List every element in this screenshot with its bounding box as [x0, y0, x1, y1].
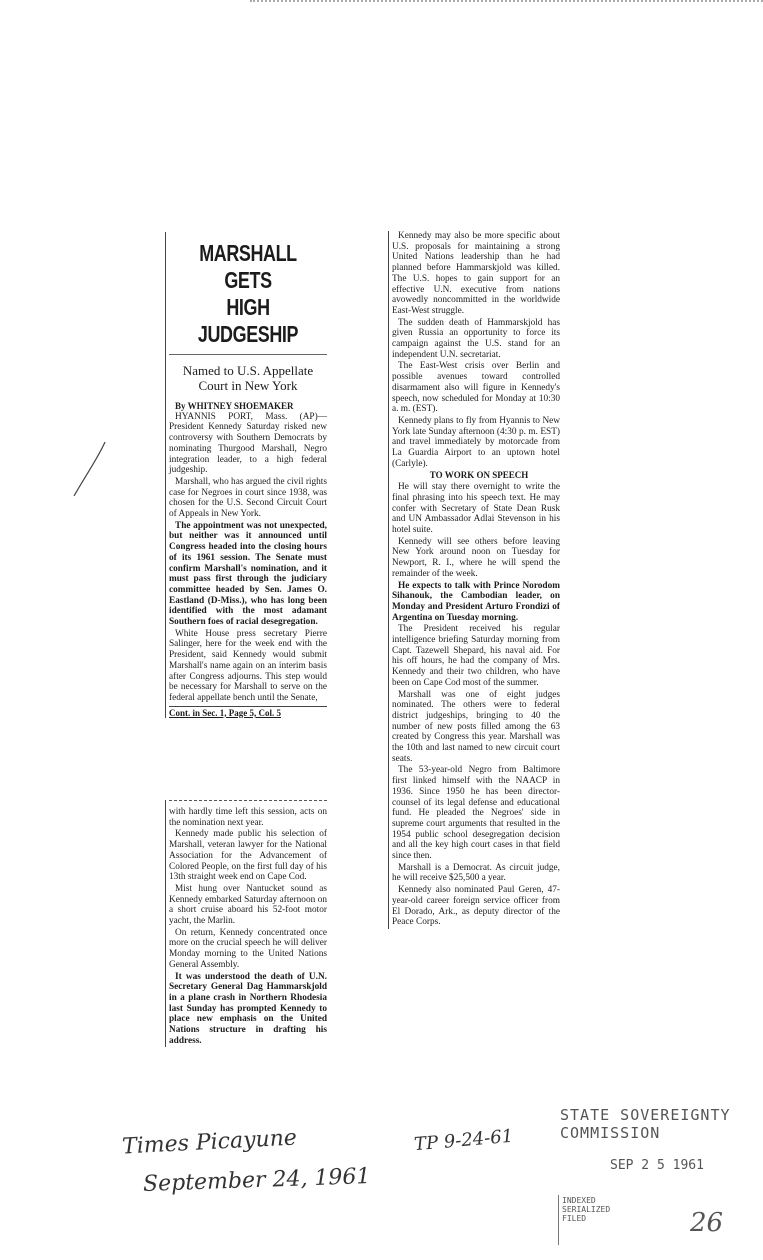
paragraph: The 53-year-old Negro from Baltimore first linked himself with the NAACP in 1936. Since 1950 he has been director-counsel of its legal defense and educational fund. He pleaded the Negroes' side in supreme court arguments that resulted in the 1954 public school desegregation decision and all the key high court cases in that field since then.: [392, 765, 560, 862]
paragraph: The sudden death of Hammarskjold has given Russia an opportunity to force its campaign against the U.S. stand for an independent U.N. secretariat.: [392, 317, 560, 360]
indexed-stamp-labels: [562, 1196, 610, 1223]
headline: [186, 240, 309, 348]
paragraph: He will stay there overnight to write the final phrasing into his speech text. He may confer with Secretary of State Dean Rusk and UN Ambassador Adlai Stevenson in his hotel suite.: [392, 482, 560, 535]
paragraph: Kennedy plans to fly from Hyannis to New York late Sunday afternoon (4:30 p. m. EST) and travel immediately by motorcade from La Guardia Airport to an uptown hotel (Carlyle).: [392, 415, 560, 469]
handwritten-date: September 24, 1961: [142, 1164, 371, 1197]
top-edge-dots: [250, 0, 763, 6]
paragraph: Marshall is a Democrat. As circuit judge, he will receive $25,500 a year.: [392, 862, 560, 884]
paragraph: Kennedy may also be more specific about U.S. proposals for maintaining a strong United Nations leadership than he had planned before Hammarskjold was killed. The U.S. hopes to gain support for an effective U.N. executive from nations avowedly noncommitted in the worldwide East-West struggle.: [392, 231, 560, 316]
paragraph: Marshall was one of eight judges nominated. The others were to federal district judgeships, bringing to 40 the number of new posts filled among the 63 created by Congress this year. Marshall was the 10th and last named to new circuit court seats.: [392, 689, 560, 764]
paragraph: Kennedy will see others before leaving New York around noon on Tuesday for Newport, R. I., where he will spend the remainder of the week.: [392, 536, 560, 579]
state-commission-stamp: STATE SOVEREIGNTY COMMISSION: [560, 1106, 731, 1142]
paragraph-bold: It was understood the death of U.N. Secretary General Dag Hammarskjold in a plane crash in Northern Rhodesia last Sunday has prompted Kennedy to place new emphasis on the United Nations structure in drafting his address.: [169, 971, 327, 1046]
paragraph-bold: He expects to talk with Prince Norodom Sihanouk, the Cambodian leader, on Monday and President Arturo Frondizi of Argentina on Tuesday morning.: [392, 580, 560, 623]
subhead-line2: Court in New York: [198, 378, 298, 393]
handwritten-paper-name: Times Picayune: [121, 1125, 298, 1160]
continued-line: Cont. in Sec. 1, Page 5, Col. 5: [169, 706, 327, 719]
paragraph: HYANNIS PORT, Mass. (AP)— President Kennedy Saturday risked new controversy with Southern Democrats by nominating Thurgood Marshall, Negro integration leader, to a high federal judgeship.: [169, 411, 327, 476]
paragraph: The President received his regular intelligence briefing Saturday morning from Capt. Tazewell Shepard, his naval aid. For his off hours, he had the company of Mrs. Kennedy and their two children, who have been on Cape Cod most of the summer.: [392, 624, 560, 688]
paragraph: Marshall, who has argued the civil rights case for Negroes in court since 1938, was chosen for the U.S. Second Circuit Court of Appeals in New York.: [169, 476, 327, 520]
serialized-label: SERIALIZED: [562, 1205, 611, 1214]
article-left-column-top: [165, 232, 327, 718]
paragraph: Kennedy also nominated Paul Geren, 47-year-old career foreign service officer from El Dorado, Ark., as deputy director of the Peace Corps.: [392, 885, 560, 928]
headline-line2: HIGH JUDGESHIP: [197, 294, 299, 347]
subheadline: [169, 354, 327, 393]
paragraph: White House press secretary Pierre Salinger, here for the week end with the President, said Kennedy would submit Marshall's name again on an interim basis after Congress adjourns. This step would be necessary for Marshall to serve on the federal appellate bench until the Senate,: [169, 628, 327, 703]
received-date-stamp: SEP 2 5 1961: [610, 1158, 704, 1173]
paragraph: Kennedy made public his selection of Marshall, veteran lawyer for the National Association for the Advancement of Colored People, on the first full day of his 13th straight week end on Cape Cod.: [169, 829, 327, 883]
headline-line1: MARSHALL GETS: [199, 240, 297, 293]
paragraph: Mist hung over Nantucket sound as Kennedy embarked Saturday afternoon on a short cruise aboard his 52-foot motor yacht, the Marlin.: [169, 883, 327, 927]
handwritten-file-number: TP 9-24-61: [413, 1125, 514, 1156]
filed-label: FILED: [562, 1214, 587, 1223]
paragraph: On return, Kennedy concentrated once more on the crucial speech he will deliver Monday morning to the United Nations General Assembly.: [169, 927, 327, 970]
paragraph-bold: The appointment was not unexpected, but neither was it announced until Congress headed into the closing hours of its 1961 session. The Senate must confirm Marshall's nomination, and it must pass first through the judiciary committee headed by Sen. James O. Eastland (D-Miss.), who has long been identified with the most adamant Southern foes of racial desegregation.: [169, 520, 327, 628]
subhead-line1: Named to U.S. Appellate: [182, 363, 314, 378]
article-right-column: [388, 231, 560, 929]
margin-pen-mark: [70, 440, 110, 500]
section-heading: TO WORK ON SPEECH: [429, 470, 529, 481]
paragraph: The East-West crisis over Berlin and possible avenues toward controlled disarmament also will figure in Kennedy's speech, now scheduled for Monday at 10:30 a. m. (EST).: [392, 361, 560, 415]
continuation-separator: [169, 800, 327, 807]
article-left-column-bottom: [165, 800, 327, 1047]
paragraph: with hardly time left this session, acts on the nomination next year.: [169, 807, 327, 828]
indexed-label: INDEXED: [562, 1196, 596, 1205]
filing-number: 26: [690, 1208, 724, 1238]
byline: By WHITNEY SHOEMAKER: [175, 401, 294, 411]
